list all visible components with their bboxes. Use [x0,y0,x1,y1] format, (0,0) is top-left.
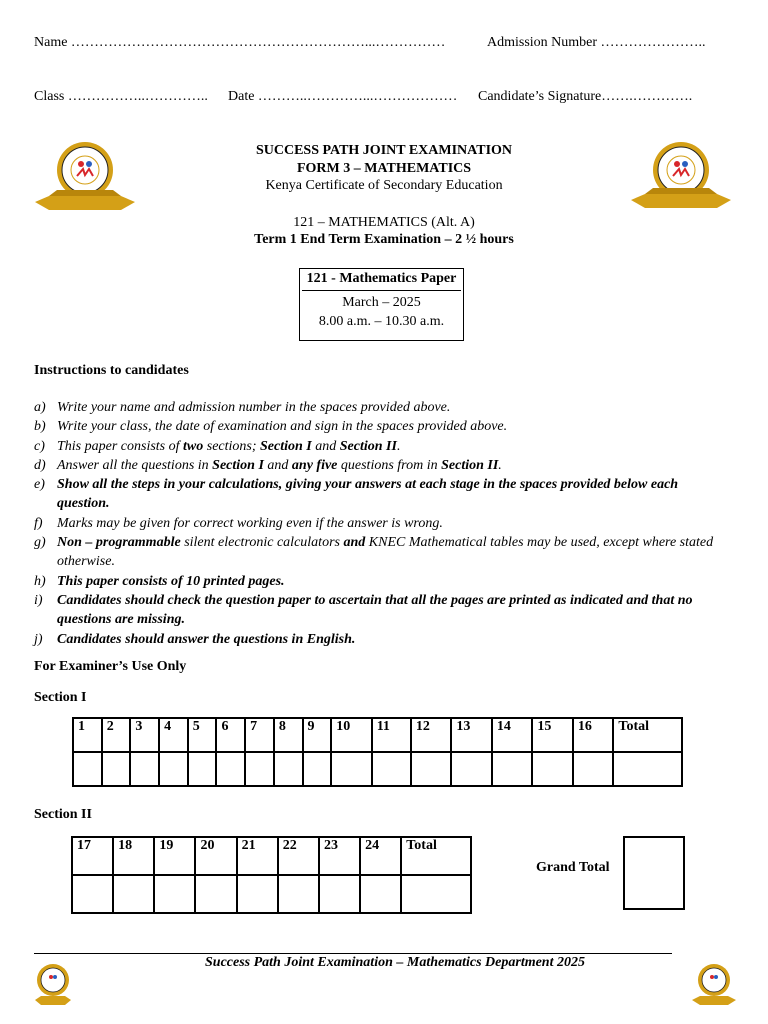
section1-header-13: 13 [451,718,492,752]
instruction-emphasis: Section II [339,438,397,454]
section1-score-cell[interactable] [245,752,274,786]
section1-header-5: 5 [188,718,217,752]
section2-score-cell[interactable] [278,875,319,913]
school-logo-icon [691,962,737,1008]
instruction-label: d) [34,457,46,473]
section2-header-20: 20 [195,837,236,875]
instruction-emphasis: Non – programmable [57,535,181,551]
section2-score-cell[interactable] [360,875,401,913]
section2-header-19: 19 [154,837,195,875]
section1-score-cell[interactable] [274,752,303,786]
instruction-label: h) [34,573,46,589]
section2-label: Section II [34,807,92,822]
section2-header-18: 18 [113,837,154,875]
section1-header-14: 14 [492,718,533,752]
instruction-item [34,591,734,630]
instruction-item [34,475,734,514]
grand-total-box[interactable] [623,836,685,910]
instruction-text: Candidates should check the question paper to ascertain that all the pages are printed as indicated and that no questions are missing. [57,592,693,628]
section1-score-cell[interactable] [573,752,614,786]
section1-score-cell[interactable] [331,752,372,786]
exam-month: March – 2025 [342,295,421,310]
instruction-item [34,630,734,649]
footer-logo-left [34,962,72,1008]
instruction-text: Answer all the questions in [57,457,213,473]
instruction-text: Write your name and admission number in the spaces provided above. [57,400,451,415]
instruction-text: and [311,438,340,454]
admission-number-field[interactable]: Admission Number ………………….. [487,35,706,50]
instruction-label: g) [34,535,46,551]
instruction-text: This paper consists of [57,438,184,454]
instruction-text: Marks may be given for correct working even if the answer is wrong. [57,515,443,531]
section2-score-cell[interactable] [237,875,278,913]
instructions-title: Instructions to candidates [34,363,189,378]
section1-score-cell[interactable] [188,752,217,786]
instruction-item [34,398,734,417]
section1-header-total: Total [613,718,682,752]
instruction-label: e) [34,477,45,493]
section2-header-22: 22 [278,837,319,875]
instruction-label: f) [34,515,43,531]
section1-score-cell[interactable] [411,752,452,786]
section1-score-cell[interactable] [613,752,682,786]
paper-date-box [299,268,464,341]
instruction-item [34,456,734,475]
instruction-item [34,417,734,436]
section1-score-cell[interactable] [372,752,411,786]
section1-score-cell[interactable] [303,752,332,786]
section1-header-7: 7 [245,718,274,752]
section2-score-cell[interactable] [72,875,113,913]
instruction-text: sections; [203,438,261,454]
examiner-title: For Examiner’s Use Only [34,659,187,674]
instruction-text: KNEC Mathematical tables may be used, except where stated otherwise. [57,535,714,570]
table-header-row [72,837,471,875]
section1-header-10: 10 [331,718,372,752]
section2-score-cell[interactable] [319,875,360,913]
instruction-text: questions from in [337,457,442,473]
grand-total-label: Grand Total [536,860,610,875]
instruction-item [34,533,734,572]
instruction-text: . [498,457,502,473]
section1-header-3: 3 [130,718,159,752]
paper-code: 121 – MATHEMATICS (Alt. A) [293,215,475,230]
table-header-row [73,718,682,752]
instruction-emphasis: Section I [212,457,264,473]
section1-score-cell[interactable] [216,752,245,786]
exam-term: Term 1 End Term Examination – 2 ½ hours [254,232,514,247]
exam-form: FORM 3 – MATHEMATICS [296,161,472,176]
section1-score-cell[interactable] [130,752,159,786]
instruction-label: i) [34,592,43,608]
section1-header-11: 11 [372,718,411,752]
section2-score-cell[interactable] [154,875,195,913]
section1-header-4: 4 [159,718,188,752]
instruction-emphasis: any five [291,457,338,473]
table-score-row [73,752,682,786]
instructions-list [34,398,734,649]
instruction-text: and [263,457,292,473]
signature-field[interactable]: Candidate’s Signature…….…………. [478,89,693,104]
instruction-item [34,572,734,591]
instruction-label: j) [34,631,43,647]
exam-title: SUCCESS PATH JOINT EXAMINATION [255,143,513,158]
instruction-emphasis: and [343,535,366,551]
instruction-text: Candidates should answer the questions in English. [57,631,356,647]
instruction-item [34,437,734,456]
section1-header-8: 8 [274,718,303,752]
instruction-item [34,514,734,533]
instruction-emphasis: Section II [441,457,499,473]
section2-score-cell[interactable] [401,875,471,913]
section1-score-cell[interactable] [451,752,492,786]
instruction-text: Show all the steps in your calculations, giving your answers at each stage in the spaces provided below each question. [57,477,679,512]
exam-certificate: Kenya Certificate of Secondary Education [265,178,503,193]
section1-header-6: 6 [216,718,245,752]
section1-header-16: 16 [573,718,614,752]
instruction-text: silent electronic calculators [180,535,344,551]
section1-marks-table [72,717,683,787]
instruction-label: c) [34,438,45,454]
section2-header-24: 24 [360,837,401,875]
instruction-text: . [396,438,401,454]
section2-header-total: Total [401,837,471,875]
section2-header-21: 21 [237,837,278,875]
section1-label: Section I [34,690,87,705]
section2-score-cell[interactable] [195,875,236,913]
instruction-text: This paper consists of 10 printed pages. [57,573,285,589]
footer-logo-right [691,962,737,1008]
class-field[interactable]: Class ……………..………….. [34,89,208,104]
instruction-text: Write your class, the date of examination and sign in the spaces provided above. [57,419,508,435]
section1-header-1: 1 [73,718,102,752]
instruction-emphasis: two [183,438,204,454]
section2-header-17: 17 [72,837,113,875]
instruction-emphasis: Section I [260,438,312,454]
section1-score-cell[interactable] [159,752,188,786]
section1-score-cell[interactable] [532,752,573,786]
instruction-label: b) [34,419,46,435]
date-field[interactable]: Date ………..…………...……………… [228,89,458,104]
instruction-label: a) [34,400,46,415]
section1-header-12: 12 [411,718,452,752]
name-field[interactable]: Name ………………………………………………………...…………… [34,35,446,50]
footer-divider [34,953,672,954]
section1-score-cell[interactable] [492,752,533,786]
section1-score-cell[interactable] [73,752,102,786]
section1-header-9: 9 [303,718,332,752]
section1-header-15: 15 [532,718,573,752]
section2-score-cell[interactable] [113,875,154,913]
paper-name: 121 - Mathematics Paper [302,269,461,291]
section1-header-2: 2 [102,718,131,752]
section1-score-cell[interactable] [102,752,131,786]
table-score-row [72,875,471,913]
footer-text: Success Path Joint Examination – Mathematics Department 2025 [205,955,585,970]
school-logo-icon [34,962,72,1008]
section2-marks-table [71,836,472,914]
section2-header-23: 23 [319,837,360,875]
exam-time: 8.00 a.m. – 10.30 a.m. [318,314,445,329]
